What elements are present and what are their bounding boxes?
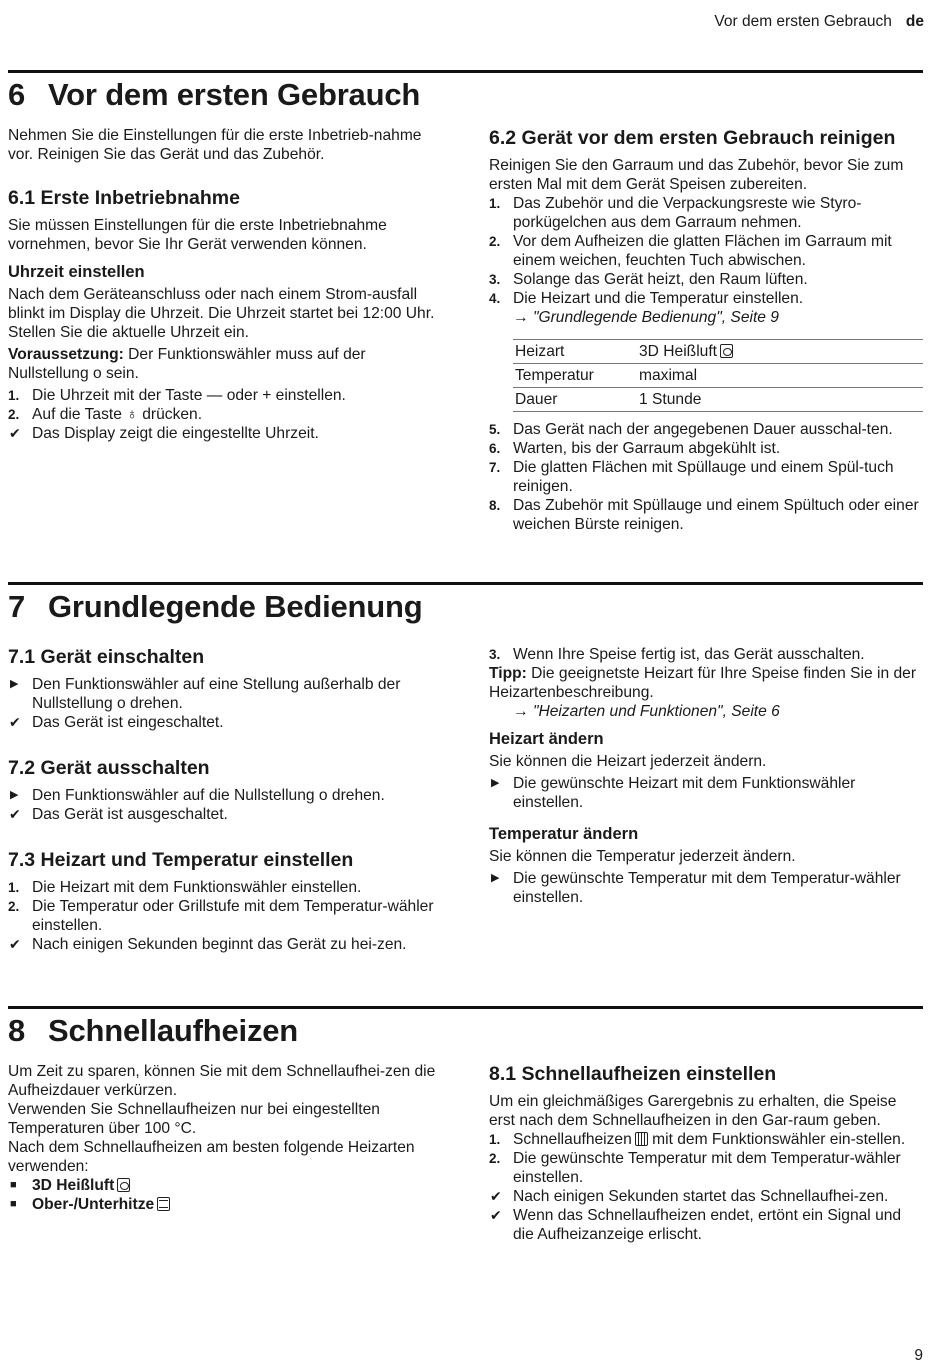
cross-reference-link[interactable]: "Heizarten und Funktionen", Seite 6 (532, 703, 780, 720)
step-text: Schnellaufheizen (513, 1131, 632, 1148)
action-triangle-icon: ▶ (10, 678, 19, 690)
section-6-2-text: Reinigen Sie den Garraum und das Zubehör, bevor Sie zum ersten Mal mit dem Gerät Speisen zubereiten. (489, 157, 904, 193)
tip-text: Die geeignetste Heizart für Ihre Speise finden Sie in der Heizartenbeschreibung. (489, 665, 917, 701)
chapter-title: Vor dem ersten Gebrauch (48, 77, 421, 112)
list-item (8, 1176, 438, 1195)
list-item (489, 439, 923, 458)
chapter-rule (8, 582, 923, 585)
list-item (8, 713, 438, 732)
list-item (489, 774, 923, 812)
subsection-text: Sie können die Temperatur jederzeit ändern. (489, 848, 796, 865)
step-number: 2. (8, 899, 20, 914)
running-header (714, 12, 924, 31)
subsection-title: Temperatur ändern (489, 825, 639, 843)
checkmark-icon: ✔ (9, 425, 21, 441)
paragraph: Nach dem Schnellaufheizen am besten folgende Heizarten verwenden: (8, 1139, 415, 1175)
list-item (489, 420, 923, 439)
step-text: Solange das Gerät heizt, den Raum lüften. (513, 271, 808, 288)
step-text: mit dem Funktionswähler ein-stellen. (647, 1131, 906, 1148)
section-7-2-title: 7.2 Gerät ausschalten (8, 757, 210, 779)
requirement-text: Der Funktionswähler muss auf der Nullstellung o sein. (8, 346, 366, 382)
table-row (513, 388, 923, 412)
cross-reference-link[interactable]: "Grundlegende Bedienung", Seite 9 (532, 309, 779, 326)
heating-mode-label: 3D Heißluft (32, 1177, 115, 1194)
requirement (8, 345, 438, 383)
table-key: Dauer (513, 388, 637, 412)
chapter-title: Schnellaufheizen (48, 1013, 299, 1048)
step-text: Wenn Ihre Speise fertig ist, das Gerät ausschalten. (513, 646, 865, 663)
result-text: Nach einigen Sekunden beginnt das Gerät zu hei-zen. (32, 936, 407, 953)
list-item (489, 194, 923, 232)
list-item (489, 270, 923, 289)
cross-reference[interactable] (489, 308, 923, 327)
chapter-title: Grundlegende Bedienung (48, 589, 423, 624)
tip-label: Tipp: (489, 665, 527, 682)
chapter-7-left-column (8, 645, 438, 954)
chapter-intro: Nehmen Sie die Einstellungen für die erste Inbetrieb-nahme vor. Reinigen Sie das Gerät und das Zubehör. (8, 127, 422, 163)
list-item (489, 645, 923, 664)
chapter-8-right-column (489, 1062, 923, 1244)
chapter-7-heading (8, 588, 423, 626)
step-text: Die Temperatur oder Grillstufe mit dem Temperatur-wähler einstellen. (32, 898, 434, 934)
step-number: 5. (489, 422, 501, 437)
section-7-3-title: 7.3 Heizart und Temperatur einstellen (8, 849, 354, 871)
list-item (8, 386, 438, 405)
chapter-number: 6 (8, 77, 26, 112)
chapter-8-left-column (8, 1062, 438, 1214)
section-7-1-title: 7.1 Gerät einschalten (8, 646, 205, 668)
list-item (8, 424, 438, 443)
settings-table (513, 339, 923, 412)
section-6-2-title: 6.2 Gerät vor dem ersten Gebrauch reinigen (489, 127, 896, 149)
step-number: 1. (8, 388, 20, 403)
chapter-number: 8 (8, 1013, 26, 1048)
chapter-7-right-column (489, 645, 923, 907)
section-6-1-text: Sie müssen Einstellungen für die erste Inbetriebnahme vornehmen, bevor Sie Ihr Gerät verwenden können. (8, 217, 387, 253)
table-value: maximal (637, 364, 923, 388)
table-row (513, 340, 923, 364)
paragraph: Um Zeit zu sparen, können Sie mit dem Schnellaufhei-zen die Aufheizdauer verkürzen. (8, 1063, 436, 1099)
action-triangle-icon: ▶ (10, 789, 19, 801)
list-item (489, 458, 923, 496)
list-item (489, 1149, 923, 1187)
table-row (513, 364, 923, 388)
chapter-8-heading (8, 1012, 298, 1050)
subsection-text: Nach dem Geräteanschluss oder nach einem Strom-ausfall blinkt im Display die Uhrzeit. Die Uhrzeit startet bei 12:00 Uhr. Stellen Sie die aktuelle Uhrzeit ein. (8, 286, 435, 341)
subsection-title: Heizart ändern (489, 730, 604, 748)
page-number: 9 (914, 1347, 923, 1364)
result-text: Wenn das Schnellaufheizen endet, ertönt ein Signal und die Aufheizanzeige erlischt. (513, 1207, 902, 1243)
table-value: 1 Stunde (637, 388, 923, 412)
header-title: Vor dem ersten Gebrauch (714, 13, 892, 30)
step-text: Vor dem Aufheizen die glatten Flächen im Garraum mit einem weichen, feuchten Tuch abwischen. (513, 233, 892, 269)
step-number: 4. (489, 291, 501, 306)
tip (489, 664, 923, 702)
section-8-1-title: 8.1 Schnellaufheizen einstellen (489, 1063, 777, 1085)
paragraph: Verwenden Sie Schnellaufheizen nur bei eingestellten Temperaturen über 100 °C. (8, 1101, 380, 1137)
list-item (489, 496, 923, 534)
step-number: 2. (489, 1151, 501, 1166)
checkmark-icon: ✔ (490, 1188, 502, 1204)
step-text: Das Zubehör und die Verpackungsreste wie Styro-porkügelchen aus dem Garraum nehmen. (513, 195, 862, 231)
list-item (8, 405, 438, 424)
arrow-right-icon: → (513, 309, 533, 326)
step-number: 1. (489, 1132, 501, 1147)
step-text: Das Gerät nach der angegebenen Dauer ausschal-ten. (513, 421, 893, 438)
step-number: 8. (489, 498, 501, 513)
list-item (489, 289, 923, 308)
arrow-right-icon: → (513, 703, 533, 720)
list-item (8, 1195, 438, 1214)
list-item (489, 232, 923, 270)
action-triangle-icon: ▶ (491, 777, 500, 789)
chapter-6-left-column (8, 126, 438, 443)
list-item (8, 878, 438, 897)
chapter-number: 7 (8, 589, 26, 624)
result-text: Das Display zeigt die eingestellte Uhrzeit. (32, 425, 319, 442)
checkmark-icon: ✔ (9, 936, 21, 952)
cross-reference[interactable] (489, 702, 923, 721)
step-text: Die gewünschte Temperatur mit dem Temperatur-wähler einstellen. (513, 1150, 901, 1186)
step-text: Die Heizart und die Temperatur einstellen. (513, 290, 804, 307)
step-text: Die Heizart mit dem Funktionswähler einstellen. (32, 879, 362, 896)
action-triangle-icon: ▶ (491, 872, 500, 884)
bullet-square-icon: ■ (10, 1179, 17, 1191)
header-language: de (905, 13, 924, 30)
top-bottom-heat-icon (157, 1197, 170, 1211)
subsection-text: Sie können die Heizart jederzeit ändern. (489, 753, 767, 770)
action-text: Die gewünschte Heizart mit dem Funktionswähler einstellen. (513, 775, 856, 811)
step-number: 3. (489, 272, 501, 287)
table-value-cell (637, 340, 923, 364)
list-item (8, 675, 438, 713)
step-number: 2. (8, 407, 20, 422)
checkmark-icon: ✔ (9, 806, 21, 822)
list-item (489, 1206, 923, 1244)
step-text: Die Uhrzeit mit der Taste — oder + einstellen. (32, 387, 346, 404)
list-item (8, 935, 438, 954)
chapter-rule (8, 70, 923, 73)
table-key: Temperatur (513, 364, 637, 388)
chapter-6-right-column (489, 126, 923, 534)
step-number: 6. (489, 441, 501, 456)
chapter-rule (8, 1006, 923, 1009)
fan-heat-icon (117, 1178, 130, 1192)
table-key: Heizart (513, 340, 637, 364)
action-text: Den Funktionswähler auf die Nullstellung o drehen. (32, 787, 385, 804)
subsection-title: Uhrzeit einstellen (8, 263, 145, 281)
step-text: Die glatten Flächen mit Spüllauge und einem Spül-tuch reinigen. (513, 459, 894, 495)
result-text: Nach einigen Sekunden startet das Schnellaufhei-zen. (513, 1188, 889, 1205)
rapid-heat-icon (635, 1132, 648, 1146)
step-text: Warten, bis der Garraum abgekühlt ist. (513, 440, 781, 457)
result-text: Das Gerät ist ausgeschaltet. (32, 806, 228, 823)
checkmark-icon: ✔ (490, 1207, 502, 1223)
step-number: 1. (489, 196, 501, 211)
heating-mode-label: Ober-/Unterhitze (32, 1196, 155, 1213)
step-number: 7. (489, 460, 501, 475)
section-6-1-title: 6.1 Erste Inbetriebnahme (8, 187, 240, 209)
table-value: 3D Heißluft (639, 343, 717, 360)
action-text: Die gewünschte Temperatur mit dem Temperatur-wähler einstellen. (513, 870, 901, 906)
chapter-6-heading (8, 76, 420, 114)
list-item (8, 897, 438, 935)
list-item (489, 1130, 923, 1149)
section-8-1-text: Um ein gleichmäßiges Garergebnis zu erhalten, die Speise erst nach dem Schnellaufheizen in den Gar-raum geben. (489, 1093, 897, 1129)
step-number: 1. (8, 880, 20, 895)
list-item (8, 786, 438, 805)
result-text: Das Gerät ist eingeschaltet. (32, 714, 224, 731)
list-item (489, 1187, 923, 1206)
step-number: 2. (489, 234, 501, 249)
list-item (8, 805, 438, 824)
requirement-label: Voraussetzung: (8, 346, 124, 363)
list-item (489, 869, 923, 907)
bullet-square-icon: ■ (10, 1198, 17, 1210)
step-number: 3. (489, 647, 501, 662)
fan-heat-icon (720, 344, 733, 358)
step-text: Das Zubehör mit Spüllauge und einem Spültuch oder einer weichen Bürste reinigen. (513, 497, 919, 533)
step-text: Auf die Taste ♁ drücken. (32, 406, 203, 423)
checkmark-icon: ✔ (9, 714, 21, 730)
action-text: Den Funktionswähler auf eine Stellung außerhalb der Nullstellung o drehen. (32, 676, 401, 712)
